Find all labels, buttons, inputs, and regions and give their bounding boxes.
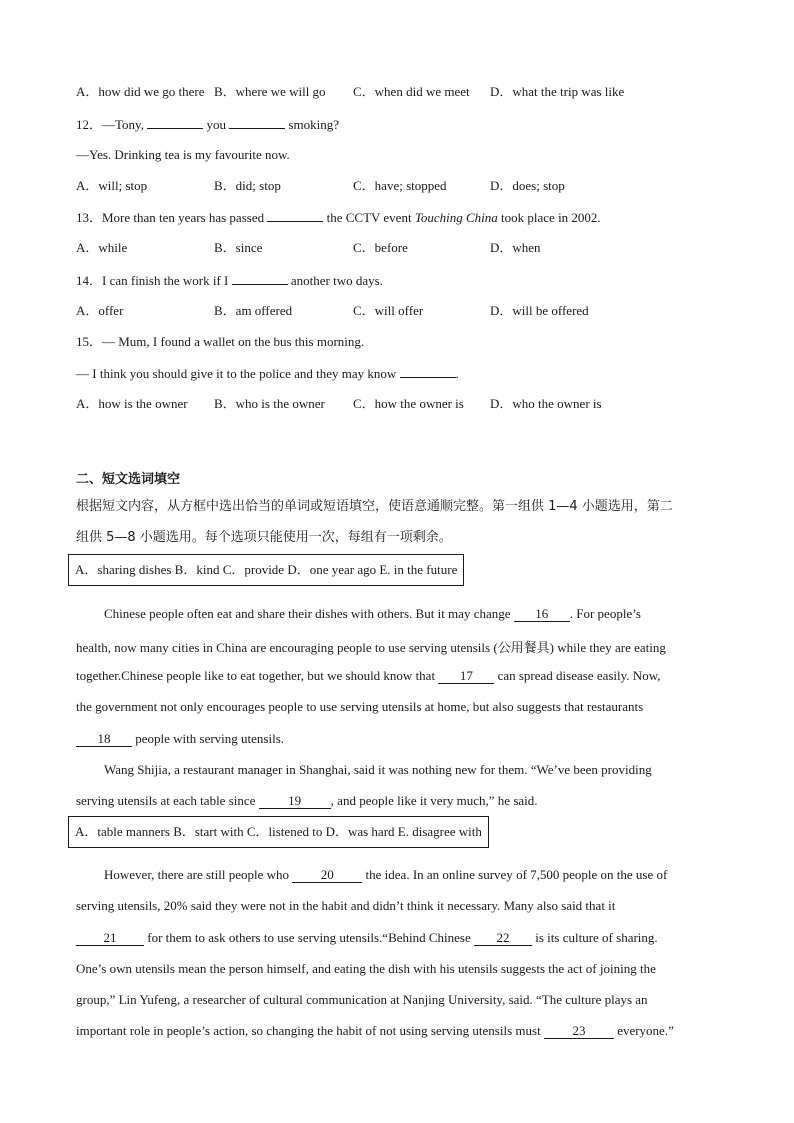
- q15-option-d[interactable]: D．who the owner is: [490, 396, 602, 411]
- q13-stem: 13．More than ten years has passed the CCTV event Touching China took place in 2002.: [76, 210, 601, 225]
- q13-blank[interactable]: [267, 209, 323, 222]
- blank-16[interactable]: 16: [514, 607, 570, 622]
- blank-23[interactable]: 23: [544, 1024, 614, 1039]
- q12-stem: 12．—Tony, you smoking?: [76, 117, 340, 132]
- p1-line-1: Chinese people often eat and share their dishes with others. But it may change 16 . For people’s: [104, 606, 641, 621]
- p3-line-1: However, there are still people who 20 the idea. In an online survey of 7,500 people on the use of: [104, 867, 668, 882]
- q11-option-a[interactable]: A．how did we go there: [76, 84, 205, 99]
- section-instruction-1: 根据短文内容，从方框中选出恰当的单词或短语填空，使语意通顺完整。第一组供 1—4 小题选用，第二: [76, 499, 673, 514]
- q14-option-c[interactable]: C．will offer: [353, 303, 424, 318]
- q11-option-b[interactable]: B．where we will go: [214, 84, 326, 99]
- q14-option-a[interactable]: A．offer: [76, 303, 124, 318]
- blank-20[interactable]: 20: [292, 868, 362, 883]
- q14-blank[interactable]: [232, 272, 288, 285]
- p1-line-4: the government not only encourages people to use serving utensils at home, but also suggests that restaurants: [76, 699, 644, 714]
- q15-option-b[interactable]: B．who is the owner: [214, 396, 325, 411]
- p1-line-5: 18 people with serving utensils.: [76, 731, 716, 747]
- q12-option-a[interactable]: A．will; stop: [76, 178, 148, 193]
- p2-line-2: serving utensils at each table since 19 , and people like it very much,” he said.: [76, 793, 538, 808]
- q14-stem: 14．I can finish the work if I another two days.: [76, 273, 383, 288]
- q15-option-a[interactable]: A．how is the owner: [76, 396, 188, 411]
- word-box-2: A．table manners B．start with C．listened to D．was hard E. disagree with: [68, 816, 489, 848]
- q14-option-d[interactable]: D．will be offered: [490, 303, 589, 318]
- p1-line-3: together.Chinese people like to eat together, but we should know that 17 can spread disease easily. Now,: [76, 668, 661, 683]
- blank-17[interactable]: 17: [438, 669, 494, 684]
- p3-line-2: serving utensils, 20% said they were not in the habit and didn’t think it necessary. Many also said that it: [76, 898, 616, 913]
- p3-line-5: group,” Lin Yufeng, a researcher of cultural communication at Nanjing University, said. “The culture plays an: [76, 992, 648, 1007]
- q15-reply: — I think you should give it to the police and they may know .: [76, 366, 459, 381]
- p3-line-4: One’s own utensils mean the person himself, and eating the dish with his utensils suggests the act of joining the: [76, 961, 656, 976]
- q13-option-b[interactable]: B．since: [214, 240, 263, 255]
- q12-reply: —Yes. Drinking tea is my favourite now.: [76, 147, 290, 162]
- q15-stem: 15．— Mum, I found a wallet on the bus this morning.: [76, 334, 365, 349]
- p1-line-2: health, now many cities in China are encouraging people to use serving utensils (公用餐具) while they are eating: [76, 640, 666, 655]
- q13-option-c[interactable]: C．before: [353, 240, 408, 255]
- p3-line-3: 21 for them to ask others to use serving utensils.“Behind Chinese 22 is its culture of sharing.: [76, 930, 716, 946]
- q11-option-c[interactable]: C．when did we meet: [353, 84, 470, 99]
- q15-blank[interactable]: [400, 365, 456, 378]
- q13-option-a[interactable]: A．while: [76, 240, 128, 255]
- q14-option-b[interactable]: B．am offered: [214, 303, 293, 318]
- word-box-1: A．sharing dishes B．kind C．provide D．one year ago E. in the future: [68, 554, 464, 586]
- section-title: 二、短文选词填空: [76, 472, 181, 487]
- blank-19[interactable]: 19: [259, 794, 331, 809]
- q12-blank-2[interactable]: [229, 116, 285, 129]
- blank-21[interactable]: 21: [76, 931, 144, 946]
- q12-option-b[interactable]: B．did; stop: [214, 178, 281, 193]
- blank-22[interactable]: 22: [474, 931, 532, 946]
- q11-option-d[interactable]: D．what the trip was like: [490, 84, 625, 99]
- q12-option-c[interactable]: C．have; stopped: [353, 178, 447, 193]
- q15-option-c[interactable]: C．how the owner is: [353, 396, 464, 411]
- p2-line-1: Wang Shijia, a restaurant manager in Shanghai, said it was nothing new for them. “We’ve been providing: [104, 762, 652, 777]
- p3-line-6: important role in people’s action, so changing the habit of not using serving utensils must 23 everyone.”: [76, 1023, 674, 1038]
- q12-option-d[interactable]: D．does; stop: [490, 178, 565, 193]
- q13-option-d[interactable]: D．when: [490, 240, 541, 255]
- q12-blank-1[interactable]: [147, 116, 203, 129]
- section-instruction-2: 组供 5—8 小题选用。每个选项只能使用一次，每组有一项剩余。: [76, 530, 452, 545]
- blank-18[interactable]: 18: [76, 732, 132, 747]
